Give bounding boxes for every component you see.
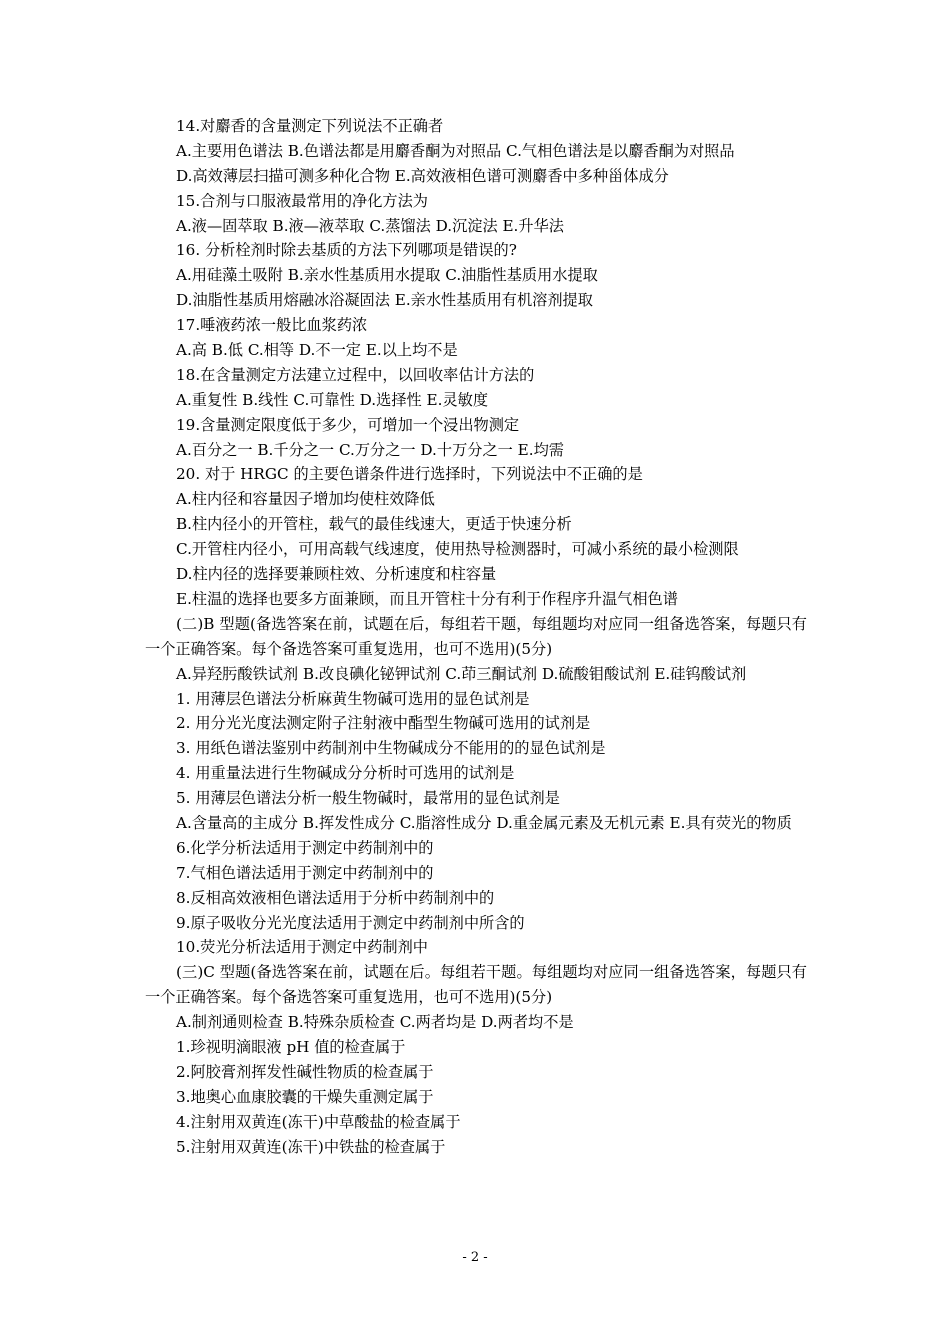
section-b-question-10: 10.荧光分析法适用于测定中药制剂中 [176,938,428,957]
page-number: - 2 - [462,1250,488,1265]
section-c-heading: (三)C 型题(备选答案在前，试题在后。每组若干题。每组题均对应同一组备选答案，每题只有一个正确答案。每个备选答案可重复选用，也可不选用)(5分) [145,963,807,1007]
section-b-options-group-1: A.异羟肟酸铁试剂 B.改良碘化铋钾试剂 C.茚三酮试剂 D.硫酸钼酸试剂 E.硅钨酸试剂 [176,664,747,683]
section-b-question-8: 8.反相高效液相色谱法适用于分析中药制剂中的 [176,888,495,907]
section-c-question-4: 4.注射用双黄连(冻干)中草酸盐的检查属于 [176,1112,461,1131]
section-c-options: A.制剂通则检查 B.特殊杂质检查 C.两者均是 D.两者均不是 [176,1013,574,1032]
section-b-question-9: 9.原子吸收分光光度法适用于测定中药制剂中所含的 [176,913,525,932]
question-20-option-a: A.柱内径和容量因子增加均使柱效降低 [176,490,435,509]
section-b-question-1: 1. 用薄层色谱法分析麻黄生物碱可选用的显色试剂是 [176,689,530,708]
section-b-options-group-2: A.含量高的主成分 B.挥发性成分 C.脂溶性成分 D.重金属元素及无机元素 E.具有荧光的物质 [176,813,792,832]
section-b-question-2: 2. 用分光光度法测定附子注射液中酯型生物碱可选用的试剂是 [176,714,591,733]
question-20-option-b: B.柱内径小的开管柱，载气的最佳线速大，更适于快速分析 [176,515,572,534]
question-16: 16. 分析栓剂时除去基质的方法下列哪项是错误的? [176,241,517,260]
section-b-question-4: 4. 用重量法进行生物碱成分分析时可选用的试剂是 [176,764,515,783]
section-c-question-2: 2.阿胶膏剂挥发性碱性物质的检查属于 [176,1062,434,1081]
section-c-question-3: 3.地奥心血康胶囊的干燥失重测定属于 [176,1087,434,1106]
question-20-option-e: E.柱温的选择也要多方面兼顾，而且开管柱十分有利于作程序升温气相色谱 [176,589,678,608]
question-19: 19.含量测定限度低于多少，可增加一个浸出物测定 [176,415,520,434]
section-b-question-7: 7.气相色谱法适用于测定中药制剂中的 [176,863,434,882]
section-c-question-1: 1.珍视明滴眼液 pH 值的检查属于 [176,1038,406,1057]
section-b-question-5: 5. 用薄层色谱法分析一般生物碱时，最常用的显色试剂是 [176,789,560,808]
question-14: 14.对麝香的含量测定下列说法不正确者 [176,117,444,135]
section-b-question-6: 6.化学分析法适用于测定中药制剂中的 [176,838,434,857]
section-b-question-3: 3. 用纸色谱法鉴别中药制剂中生物碱成分不能用的的显色试剂是 [176,739,606,758]
section-c-question-5: 5.注射用双黄连(冻干)中铁盐的检查属于 [176,1137,446,1156]
question-18: 18.在含量测定方法建立过程中，以回收率估计方法的 [176,365,535,384]
document-body [145,114,807,1160]
question-18-options: A.重复性 B.线性 C.可靠性 D.选择性 E.灵敏度 [176,390,489,409]
question-19-options: A.百分之一 B.千分之一 C.万分之一 D.十万分之一 E.均需 [176,440,564,459]
question-20-option-d: D.柱内径的选择要兼顾柱效、分析速度和柱容量 [176,565,497,584]
question-15-options: A.液—固萃取 B.液—液萃取 C.蒸馏法 D.沉淀法 E.升华法 [176,216,564,235]
question-15: 15.合剂与口服液最常用的净化方法为 [176,191,428,210]
question-17-options: A.高 B.低 C.相等 D.不一定 E.以上均不是 [176,341,458,360]
question-20: 20. 对于 HRGC 的主要色谱条件进行选择时，下列说法中不正确的是 [176,465,643,484]
section-b-heading: (二)B 型题(备选答案在前，试题在后，每组若干题，每组题均对应同一组备选答案，每题只有一个正确答案。每个备选答案可重复选用，也可不选用)(5分) [145,614,807,658]
question-14-options-a-c: A.主要用色谱法 B.色谱法都是用麝香酮为对照品 C.气相色谱法是以麝香酮为对照品 [176,141,735,160]
question-17: 17.唾液药浓一般比血浆药浓 [176,316,368,335]
question-20-option-c: C.开管柱内径小，可用高载气线速度，使用热导检测器时，可减小系统的最小检测限 [176,540,739,559]
question-16-options-a-c: A.用硅藻土吸附 B.亲水性基质用水提取 C.油脂性基质用水提取 [176,266,598,285]
question-14-options-d-e: D.高效薄层扫描可测多种化合物 E.高效液相色谱可测麝香中多种甾体成分 [176,166,669,185]
question-16-options-d-e: D.油脂性基质用熔融冰浴凝固法 E.亲水性基质用有机溶剂提取 [176,291,593,310]
